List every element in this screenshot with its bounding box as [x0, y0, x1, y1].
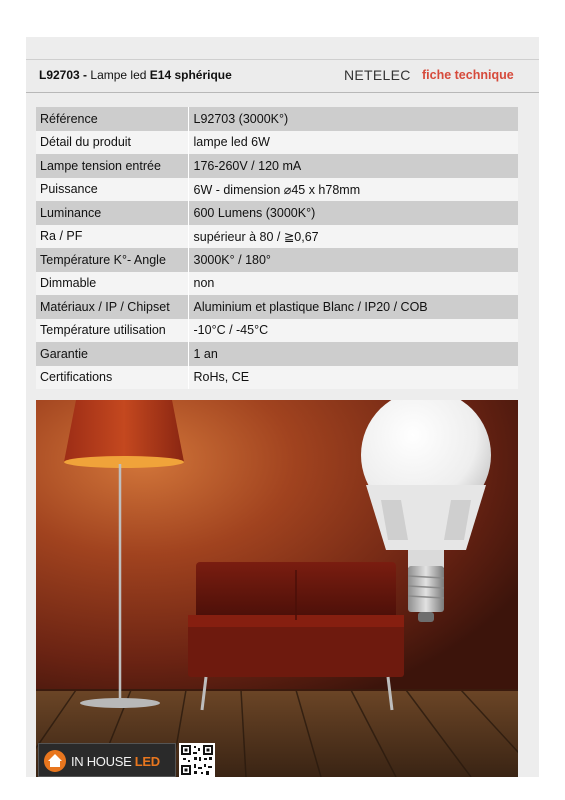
spec-row: [36, 154, 518, 178]
house-icon: [44, 750, 66, 772]
spec-row: [36, 131, 518, 155]
reference-code: L92703: [39, 68, 80, 82]
spec-label: Certifications: [36, 366, 188, 390]
document-type: fiche technique: [422, 68, 514, 82]
in-house-led-logo: [38, 743, 176, 777]
datasheet-page: [26, 37, 539, 777]
spec-value: L92703 (3000K°): [193, 111, 289, 126]
spec-table: [36, 107, 518, 389]
spec-value: 3000K° / 180°: [193, 252, 271, 267]
room-scene-illustration: [36, 400, 518, 777]
spec-row: [36, 178, 518, 202]
spec-label: Température K°- Angle: [36, 248, 188, 272]
product-name: Lampe led: [90, 68, 147, 82]
spec-label: Puissance: [36, 178, 188, 202]
title-separator: -: [83, 68, 88, 82]
spec-label: Lampe tension entrée: [36, 154, 188, 178]
spec-row: [36, 366, 518, 390]
product-model: E14 sphérique: [149, 68, 232, 82]
product-photo: [36, 400, 518, 777]
spec-value: -10°C / -45°C: [193, 323, 269, 338]
spec-row: [36, 342, 518, 366]
spec-row: [36, 225, 518, 249]
logo-text-accent: LED: [134, 754, 160, 769]
spec-value: Aluminium et plastique Blanc / IP20 / COB: [193, 299, 428, 314]
spec-value: non: [193, 276, 215, 291]
spec-row: [36, 272, 518, 296]
qr-code-pattern: [179, 743, 215, 777]
spec-label: Luminance: [36, 201, 188, 225]
spec-label: Garantie: [36, 342, 188, 366]
logo-text-main: IN HOUSE: [71, 754, 135, 769]
spec-value: 600 Lumens (3000K°): [193, 205, 316, 220]
spec-value: 6W - dimension ⌀45 x h78mm: [193, 182, 361, 197]
spec-label: Détail du produit: [36, 131, 188, 155]
header-bar: [26, 59, 539, 93]
spec-row: [36, 295, 518, 319]
spec-label: Ra / PF: [36, 225, 188, 249]
spec-value: RoHs, CE: [193, 370, 250, 385]
product-title: [39, 68, 232, 82]
spec-row: [36, 201, 518, 225]
spec-row: [36, 107, 518, 131]
spec-row: [36, 248, 518, 272]
spec-value: 1 an: [193, 346, 218, 361]
spec-value: 176-260V / 120 mA: [193, 158, 302, 173]
spec-label: Température utilisation: [36, 319, 188, 343]
spec-value: lampe led 6W: [193, 135, 270, 150]
spec-label: Référence: [36, 107, 188, 131]
spec-value: supérieur à 80 / ≧0,67: [193, 229, 319, 244]
qr-code: [179, 743, 215, 777]
brand-name: NETELEC: [344, 67, 411, 83]
logo-wordmark: [71, 754, 160, 769]
spec-label: Matériaux / IP / Chipset: [36, 295, 188, 319]
spec-row: [36, 319, 518, 343]
spec-label: Dimmable: [36, 272, 188, 296]
